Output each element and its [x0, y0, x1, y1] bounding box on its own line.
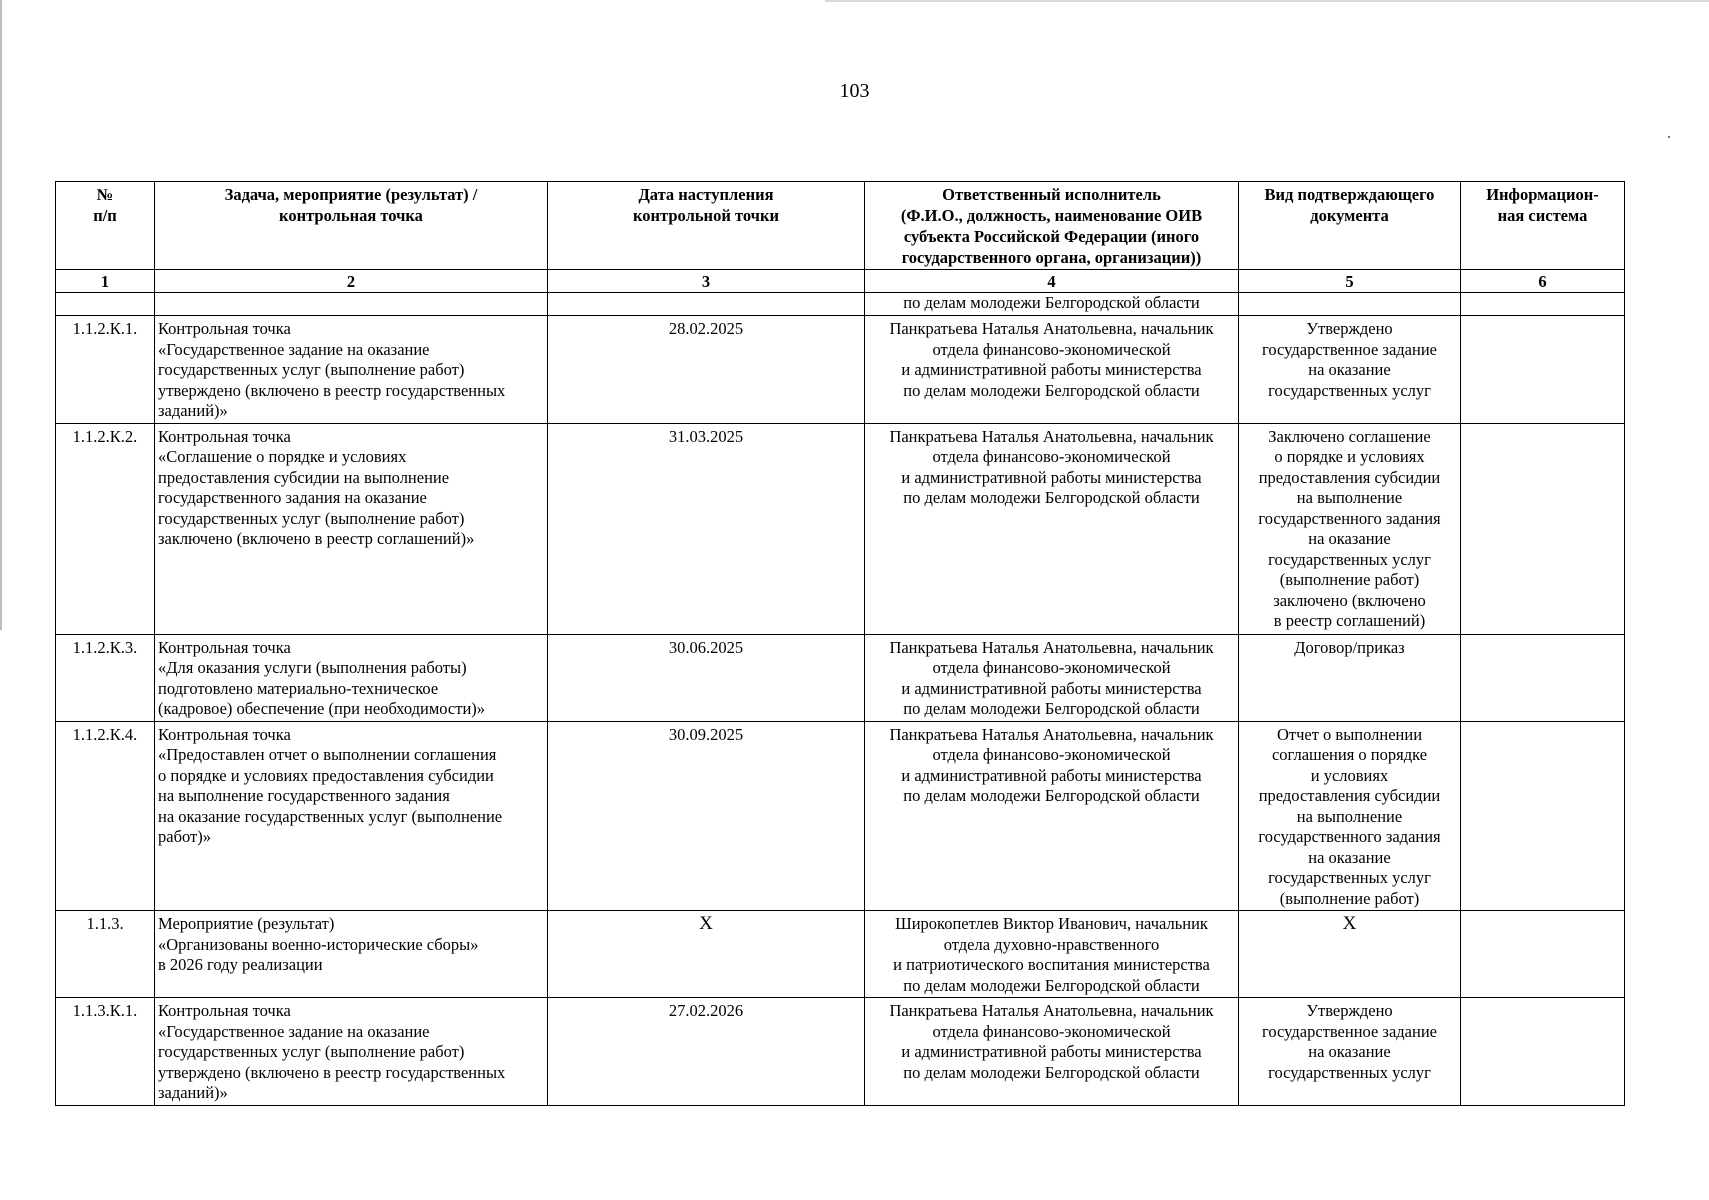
cell-date: 30.06.2025	[548, 634, 865, 721]
cell-document: X	[1239, 911, 1461, 998]
column-number: 3	[548, 270, 865, 293]
cell-executor: Панкратьева Наталья Анатольевна, начальник отдела финансово-экономической и административной работы министерства по делам молодежи Белгородской области	[865, 721, 1239, 911]
top-scan-rule	[825, 0, 1709, 2]
table-row	[56, 911, 1625, 998]
cell-document: Договор/приказ	[1239, 634, 1461, 721]
cell-document: Утверждено государственное задание на оказание государственных услуг	[1239, 316, 1461, 424]
column-number: 5	[1239, 270, 1461, 293]
header-row	[56, 182, 1625, 270]
header-date: Дата наступления контрольной точки	[548, 182, 865, 270]
cell-executor: Широкопетлев Виктор Иванович, начальник отдела духовно-нравственного и патриотического воспитания министерства по делам молодежи Белгородской области	[865, 911, 1239, 998]
header-task: Задача, мероприятие (результат) / контрольная точка	[155, 182, 548, 270]
cell-executor: Панкратьева Наталья Анатольевна, начальник отдела финансово-экономической и административной работы министерства по делам молодежи Белгородской области	[865, 998, 1239, 1106]
cell-date: 30.09.2025	[548, 721, 865, 911]
cell-executor: Панкратьева Наталья Анатольевна, начальник отдела финансово-экономической и административной работы министерства по делам молодежи Белгородской области	[865, 316, 1239, 424]
continuation-row	[56, 293, 1625, 316]
cell-num: 1.1.2.К.3.	[56, 634, 155, 721]
cell-task: Контрольная точка «Предоставлен отчет о выполнении соглашения о порядке и условиях предоставления субсидии на выполнение государственного задания на оказание государственных услуг (выполнение работ)»	[155, 721, 548, 911]
cell-date: 27.02.2026	[548, 998, 865, 1106]
cell-system	[1461, 998, 1625, 1106]
cell-date: 28.02.2025	[548, 316, 865, 424]
column-number-row	[56, 270, 1625, 293]
column-number: 2	[155, 270, 548, 293]
cell-num	[56, 293, 155, 316]
cell-system	[1461, 721, 1625, 911]
page-number: 103	[839, 80, 870, 102]
cell-system	[1461, 293, 1625, 316]
table-row	[56, 423, 1625, 634]
table-row	[56, 316, 1625, 424]
cell-executor: по делам молодежи Белгородской области	[865, 293, 1239, 316]
cell-document: Утверждено государственное задание на оказание государственных услуг	[1239, 998, 1461, 1106]
cell-num: 1.1.2.К.4.	[56, 721, 155, 911]
cell-system	[1461, 316, 1625, 424]
cell-document: Заключено соглашение о порядке и условиях предоставления субсидии на выполнение государственного задания на оказание государственных услуг (выполнение работ) заключено (включено в реестр соглашений)	[1239, 423, 1461, 634]
table-row	[56, 721, 1625, 911]
header-executor: Ответственный исполнитель (Ф.И.О., должность, наименование ОИВ субъекта Российской Федерации (иного государственного органа, организации))	[865, 182, 1239, 270]
cell-date: X	[548, 911, 865, 998]
header-num: № п/п	[56, 182, 155, 270]
cell-num: 1.1.3.К.1.	[56, 998, 155, 1106]
control-points-table	[55, 181, 1625, 1106]
header-system: Информацион- ная система	[1461, 182, 1625, 270]
scan-speck	[1668, 136, 1670, 138]
cell-date: 31.03.2025	[548, 423, 865, 634]
cell-task: Контрольная точка «Соглашение о порядке и условиях предоставления субсидии на выполнение государственного задания на оказание государственных услуг (выполнение работ) заключено (включено в реестр соглашений)»	[155, 423, 548, 634]
cell-task	[155, 293, 548, 316]
cell-task: Контрольная точка «Для оказания услуги (выполнения работы) подготовлено материально-техническое (кадровое) обеспечение (при необходимости)»	[155, 634, 548, 721]
column-number: 1	[56, 270, 155, 293]
table-row	[56, 998, 1625, 1106]
cell-task: Контрольная точка «Государственное задание на оказание государственных услуг (выполнение работ) утверждено (включено в реестр государственных заданий)»	[155, 998, 548, 1106]
cell-system	[1461, 634, 1625, 721]
cell-task: Контрольная точка «Государственное задание на оказание государственных услуг (выполнение работ) утверждено (включено в реестр государственных заданий)»	[155, 316, 548, 424]
cell-document: Отчет о выполнении соглашения о порядке и условиях предоставления субсидии на выполнение государственного задания на оказание государственных услуг (выполнение работ)	[1239, 721, 1461, 911]
cell-num: 1.1.2.К.2.	[56, 423, 155, 634]
cell-system	[1461, 423, 1625, 634]
cell-executor: Панкратьева Наталья Анатольевна, начальник отдела финансово-экономической и административной работы министерства по делам молодежи Белгородской области	[865, 634, 1239, 721]
cell-num: 1.1.2.К.1.	[56, 316, 155, 424]
cell-executor: Панкратьева Наталья Анатольевна, начальник отдела финансово-экономической и административной работы министерства по делам молодежи Белгородской области	[865, 423, 1239, 634]
column-number: 6	[1461, 270, 1625, 293]
cell-document	[1239, 293, 1461, 316]
cell-date	[548, 293, 865, 316]
header-document: Вид подтверждающего документа	[1239, 182, 1461, 270]
cell-num: 1.1.3.	[56, 911, 155, 998]
table-row	[56, 634, 1625, 721]
cell-system	[1461, 911, 1625, 998]
column-number: 4	[865, 270, 1239, 293]
cell-task: Мероприятие (результат) «Организованы военно-исторические сборы» в 2026 году реализации	[155, 911, 548, 998]
